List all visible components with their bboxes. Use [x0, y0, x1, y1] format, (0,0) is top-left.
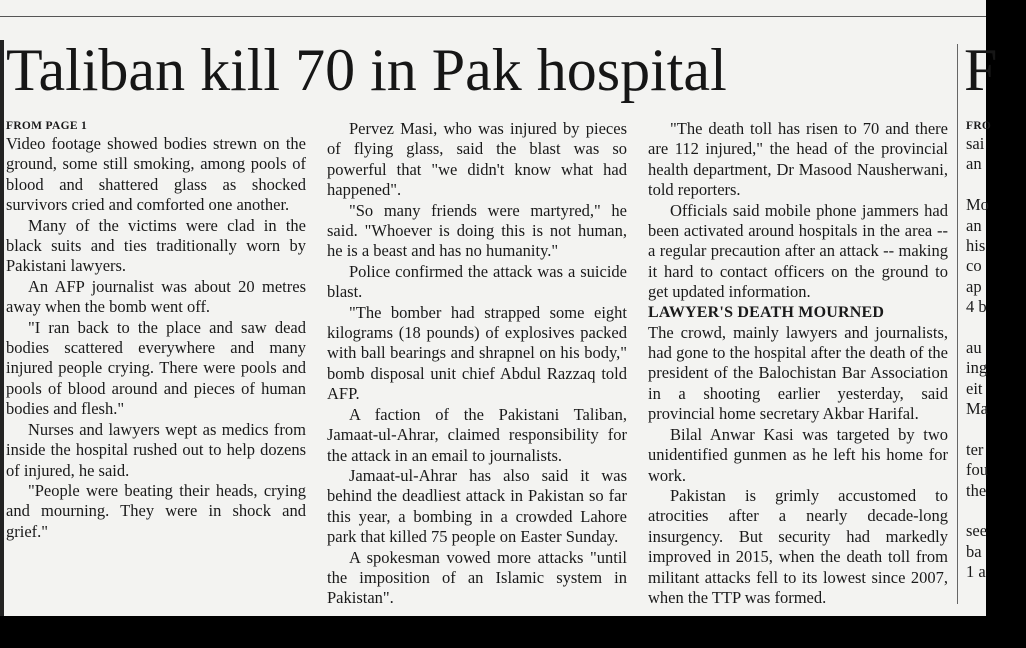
article-paragraph: Police confirmed the attack was a suicide blast. — [327, 261, 627, 302]
article-paragraph: Nurses and lawyers wept as medics from inside the hospital rushed out to help dozens of injured, he said. — [6, 419, 306, 480]
article-paragraph: A faction of the Pakistani Taliban, Jamaat-ul-Ahrar, claimed responsibility for the attack in an email to journalists. — [327, 404, 627, 465]
article-paragraph: An AFP journalist was about 20 metres away when the bomb went off. — [6, 276, 306, 317]
adjacent-line-fragment: Ma — [966, 399, 988, 419]
article-paragraph: Bilal Anwar Kasi was targeted by two unidentified gunmen as he left his home for work. — [648, 424, 948, 485]
article-paragraph: Pervez Masi, who was injured by pieces of flying glass, said the blast was so powerful that "we didn't know what had happened". — [327, 119, 627, 200]
adjacent-line-gap — [966, 175, 1026, 195]
adjacent-headline-fragment: F — [964, 37, 998, 103]
adjacent-line-gap — [966, 419, 1026, 439]
adjacent-continued-label: FRO — [966, 120, 992, 132]
article-paragraph: Video footage showed bodies strewn on the ground, some still smoking, among pools of blood and shattered glass as shocked survivors cried and comforted one another. — [6, 134, 306, 215]
adjacent-line-fragment: ap — [966, 276, 982, 296]
article-paragraph: "People were beating their heads, crying and mourning. They were in shock and grief." — [6, 480, 306, 541]
article-column-2 — [327, 119, 627, 609]
adjacent-line-fragment: an — [966, 154, 982, 174]
article-paragraph: "I ran back to the place and saw dead bodies scattered everywhere and many injured people crying. There were pools and pools of blood around and pieces of human bodies and flesh." — [6, 317, 306, 419]
continued-from-label: FROM PAGE 1 — [6, 120, 88, 132]
article-column-3 — [648, 119, 948, 608]
article-subheading: LAWYER'S DEATH MOURNED — [648, 303, 885, 321]
article-headline: Taliban kill 70 in Pak hospital — [6, 37, 727, 103]
adjacent-line-fragment: an — [966, 215, 982, 235]
article-paragraph: Pakistan is grimly accustomed to atrocities after a nearly decade-long insurgency. But security had markedly improved in 2015, when the death toll from militant attacks fell to its lowest since 2007, when the TTP was formed. — [648, 485, 948, 607]
adjacent-line-fragment: Mo — [966, 195, 989, 215]
article-paragraph: "So many friends were martyred," he said. "Whoever is doing this is not human, he is a beast and has no humanity." — [327, 200, 627, 261]
adjacent-line-fragment: ba — [966, 541, 982, 561]
adjacent-line-fragment: co — [966, 256, 982, 276]
adjacent-article-column — [966, 118, 1026, 583]
adjacent-line-gap — [966, 318, 1026, 338]
page-edge-shadow — [0, 40, 4, 616]
article-paragraph: Jamaat-ul-Ahrar has also said it was behind the deadliest attack in Pakistan so far this year, a bombing in a crowded Lahore park that killed 75 people on Easter Sunday. — [327, 465, 627, 547]
adjacent-line-fragment: eit — [966, 378, 983, 398]
adjacent-line-fragment: fou — [966, 460, 988, 480]
article-paragraph: The crowd, mainly lawyers and journalists, had gone to the hospital after the death of the president of the Balochistan Bar Association in a shooting earlier yesterday, said provincial home secretary Akbar Harifal. — [648, 322, 948, 424]
column-divider — [957, 44, 958, 604]
article-paragraph: Many of the victims were clad in the black suits and ties traditionally worn by Pakistani lawyers. — [6, 215, 306, 276]
article-column-1 — [6, 118, 306, 542]
article-paragraph: A spokesman vowed more attacks "until the imposition of an Islamic system in Pakistan". — [327, 547, 627, 608]
adjacent-line-fragment: the — [966, 480, 987, 500]
adjacent-line-fragment: see — [966, 521, 988, 541]
adjacent-line-fragment: ing — [966, 358, 988, 378]
adjacent-line-fragment: 1 a — [966, 562, 986, 582]
top-rule — [0, 16, 986, 17]
article-paragraph: "The death toll has risen to 70 and there are 112 injured," the head of the provincial health department, Dr Masood Nausherwani, told reporters. — [648, 119, 948, 200]
adjacent-line-gap — [966, 501, 1026, 521]
article-paragraph: "The bomber had strapped some eight kilograms (18 pounds) of explosives packed with ball bearings and shrapnel on his body," bomb disposal unit chief Abdul Razzaq told AFP. — [327, 302, 627, 404]
adjacent-line-fragment: sai — [966, 134, 985, 153]
adjacent-line-fragment: au — [966, 337, 982, 357]
article-paragraph: Officials said mobile phone jammers had been activated around hospitals in the area -- a regular precaution after an attack -- making it hard to contact officers on the ground to get updated information. — [648, 200, 948, 302]
adjacent-line-fragment: 4 b — [966, 297, 987, 317]
adjacent-line-fragment: ter — [966, 439, 984, 459]
adjacent-line-fragment: his — [966, 235, 986, 255]
